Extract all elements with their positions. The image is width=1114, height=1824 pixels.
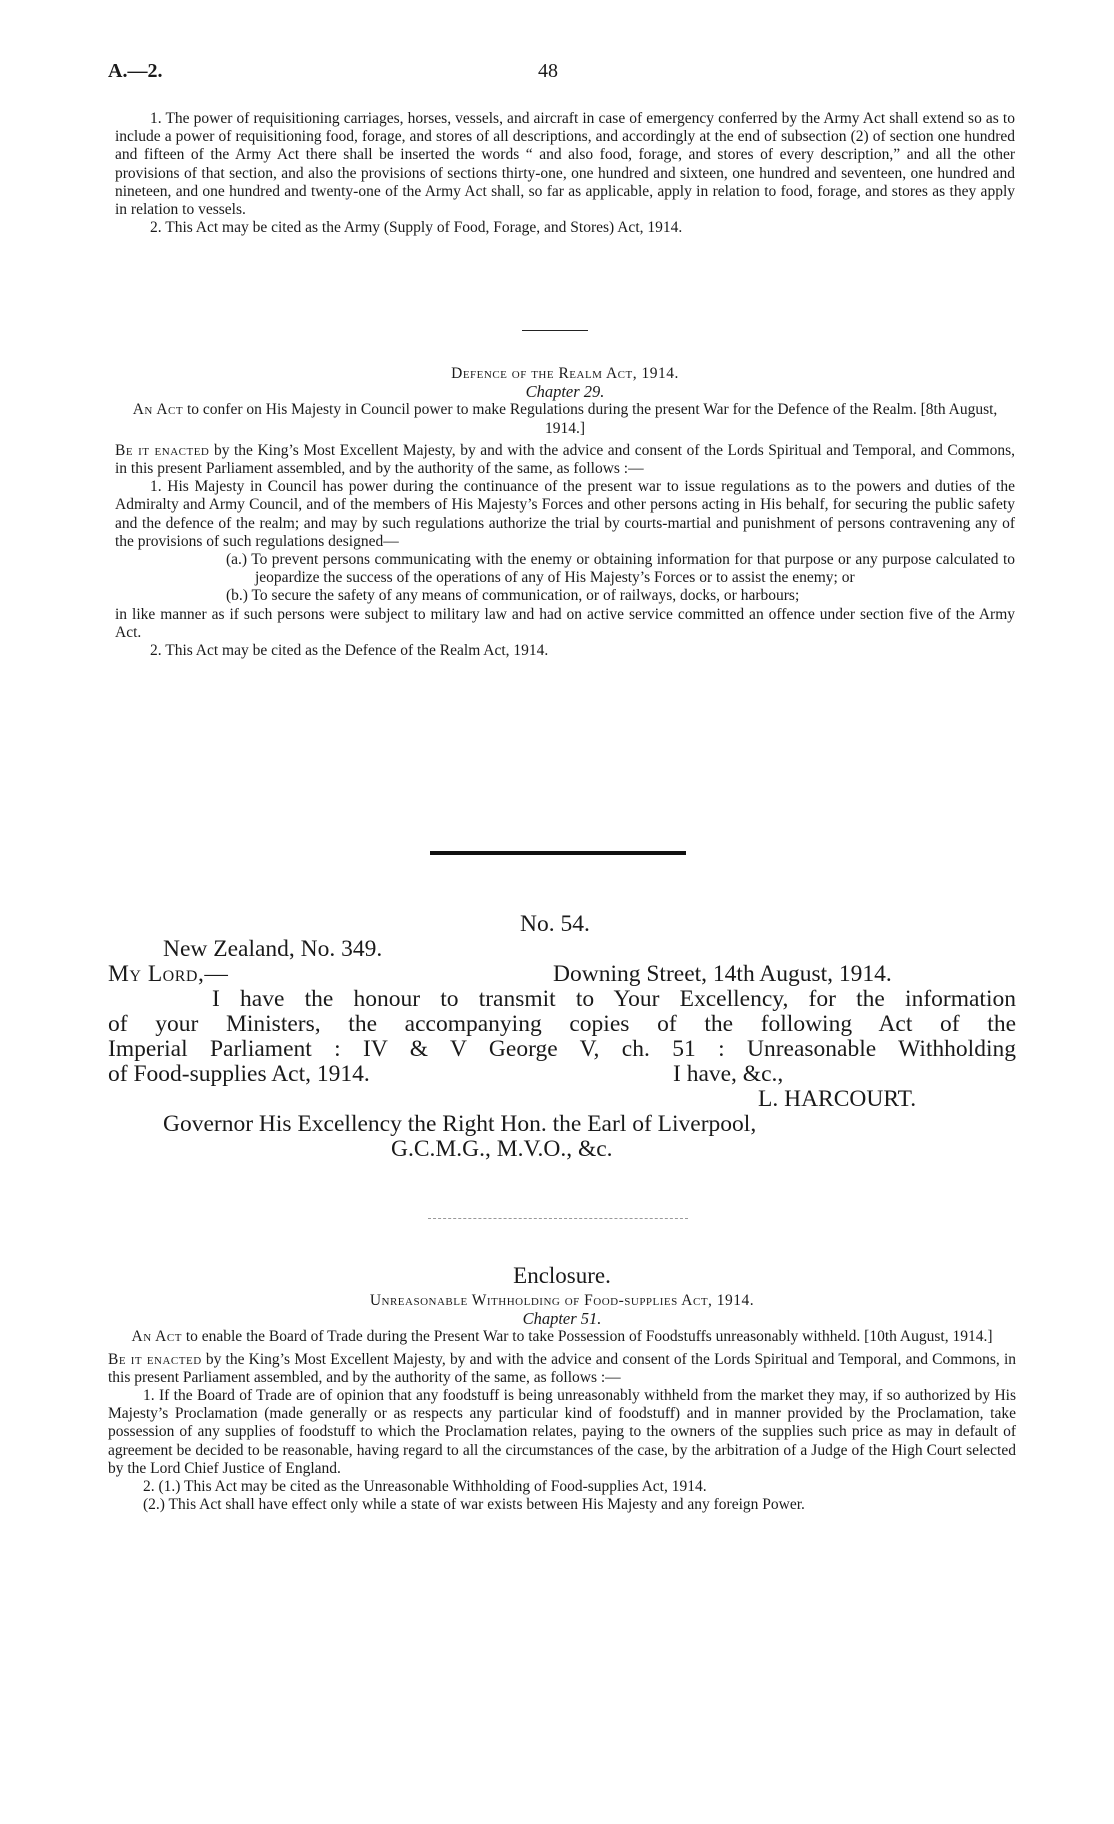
page-number: 48 xyxy=(538,60,558,82)
preamble-lead: An Act xyxy=(132,401,184,419)
addressee-line-2: G.C.M.G., M.V.O., &c. xyxy=(391,1136,613,1162)
addressee-line-1: Governor His Excellency the Right Hon. the Earl of Liverpool, xyxy=(163,1111,757,1137)
despatch-body-line-3: Imperial Parliament : IV & V George V, ch. 51 : Unreasonable Withholding xyxy=(108,1036,1016,1062)
defence-act-section-2: 2. This Act may be cited as the Defence of the Realm Act, 1914. xyxy=(150,642,549,660)
enclosure-heading: Enclosure. xyxy=(513,1263,611,1288)
salutation: My Lord,— xyxy=(108,961,229,987)
army-act-section-2: 2. This Act may be cited as the Army (Supply of Food, Forage, and Stores) Act, 1914. xyxy=(150,219,683,237)
defence-act xyxy=(115,365,1015,660)
signature: L. HARCOURT. xyxy=(758,1086,917,1112)
enclosure-preamble xyxy=(108,1328,1016,1346)
enclosure-act-chapter: Chapter 51. xyxy=(522,1309,602,1329)
nz-number: New Zealand, No. 349. xyxy=(163,936,383,962)
enclosure-section-2-2: (2.) This Act shall have effect only while a state of war exists between His Majesty and any foreign Power. xyxy=(143,1496,805,1514)
despatch-body-line-1: I have the honour to transmit to Your Excellency, for the information xyxy=(212,986,1016,1012)
defence-act-title: Defence of the Realm Act, 1914. xyxy=(451,365,679,382)
despatch-body-line-2: of your Ministers, the accompanying copies of the following Act of the xyxy=(108,1011,1016,1037)
defence-act-continuation: in like manner as if such persons were subject to military law and had on active service committed an offence under section five of the Army Act. xyxy=(115,605,1015,641)
army-act-section-1: 1. The power of requisitioning carriages, horses, vessels, and aircraft in case of emergency conferred by the Army Act shall extend so as to include a power of requisitioning food, forage, and stores of all descriptions, and accordingly at the end of subsection (2) of section one hundred and fifteen of the Army Act there shall be inserted the words “ and also food, forage, and stores of every description,” and all the other provisions of that section, and also the provisions of sections thirty-one, one hundred and sixteen, one hundred and seventeen, one hundred and nineteen, and one hundred and twenty-one of the Army Act shall, so far as applicable, apply in relation to food, forage, and stores as they apply in relation to vessels. xyxy=(115,110,1015,219)
enclosure-preamble-text: to enable the Board of Trade during the Present War to take Possession of Foodstuffs unreasonably withheld. [10th August, 1914.] xyxy=(185,1328,993,1346)
defence-act-section-1: 1. His Majesty in Council has power during the continuance of the present war to issue regulations as to the powers and duties of the Admiralty and Army Council, and of the members of His Majesty’s Forces and other persons acting in His behalf, for securing the public safety and the defence of the realm; and may by such regulations authorize the trial by courts-martial and punishment of persons contravening any of the provisions of such regulations designed— xyxy=(115,478,1015,550)
despatch xyxy=(108,912,1016,1162)
defence-act-enacting xyxy=(115,442,1015,478)
defence-act-item-b: (b.) To secure the safety of any means of communication, or of railways, docks, or harbours; xyxy=(226,587,800,605)
enclosure xyxy=(108,1262,1016,1514)
closing: I have, &c., xyxy=(673,1061,784,1087)
enclosure-enacting-text: by the King’s Most Excellent Majesty, by and with the advice and consent of the Lords Spiritual and Temporal, and Commons, in this present Parliament assembled, and by the authority of the same, as follows :— xyxy=(108,1350,1016,1386)
enacting-text: by the King’s Most Excellent Majesty, by and with the advice and consent of the Lords Spiritual and Temporal, and Commons, in this present Parliament assembled, and by the authority of the same, as follows :— xyxy=(115,441,1015,478)
defence-act-item-a: (a.) To prevent persons communicating with the enemy or obtaining information for that purpose or any purpose calculated to jeopardize the success of the operations of any of His Majesty’s Forces or to assist the enemy; or xyxy=(226,551,1015,587)
enclosure-section-2-1: 2. (1.) This Act may be cited as the Unreasonable Withholding of Food-supplies Act, 1914. xyxy=(143,1478,707,1496)
thick-divider xyxy=(430,851,686,855)
enclosure-act-title: Unreasonable Withholding of Food-supplies Act, 1914. xyxy=(369,1292,755,1309)
army-supply-act xyxy=(115,110,1015,237)
preamble-text: to confer on His Majesty in Council power to make Regulations during the present War for the Defence of the Realm. [8th August, 1914.] xyxy=(186,401,998,437)
page-header xyxy=(108,60,1006,90)
place-date: Downing Street, 14th August, 1914. xyxy=(553,961,892,987)
section-divider xyxy=(522,330,588,331)
despatch-number: No. 54. xyxy=(520,911,590,937)
enclosure-enacting xyxy=(108,1351,1016,1387)
enclosure-enacting-lead: Be it enacted xyxy=(108,1350,202,1368)
defence-act-preamble xyxy=(115,401,1015,437)
document-reference: A.—2. xyxy=(108,60,163,82)
defence-act-chapter: Chapter 29. xyxy=(525,382,605,402)
dashed-divider xyxy=(428,1218,688,1219)
enacting-lead: Be it enacted xyxy=(115,441,210,459)
enclosure-section-1: 1. If the Board of Trade are of opinion that any foodstuff is being unreasonably withheld from the market they may, if so authorized by His Majesty’s Proclamation (made generally or as respects any particular kind of foodstuff) and in manner provided by the Proclamation, take possession of any supplies of foodstuff to which the Proclamation relates, paying to the owners of the supplies such price as may in default of agreement be decided to be reasonable, having regard to all the circumstances of the case, by the arbitration of a Judge of the High Court selected by the Lord Chief Justice of England. xyxy=(108,1387,1016,1477)
enclosure-preamble-lead: An Act xyxy=(131,1328,182,1346)
despatch-body-line-4: of Food-supplies Act, 1914. xyxy=(108,1061,370,1087)
